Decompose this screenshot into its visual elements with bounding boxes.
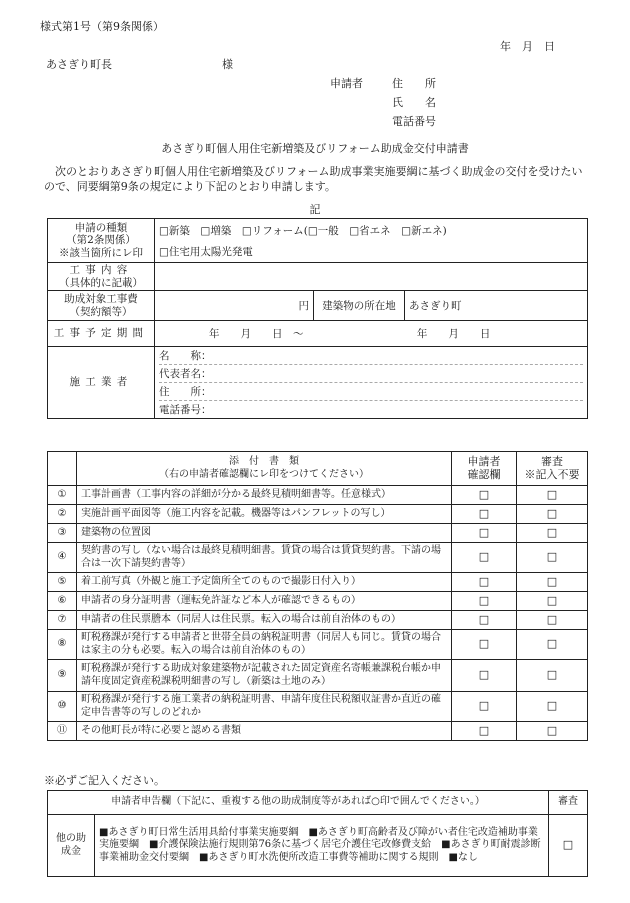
attachment-row	[48, 573, 588, 592]
attachment-number: ⑦	[48, 611, 77, 630]
attachment-number: ③	[48, 524, 77, 543]
address-label: 住 所	[392, 77, 436, 90]
review-box: □	[517, 524, 588, 543]
review-box: □	[517, 573, 588, 592]
review-box: □	[517, 722, 588, 741]
work-input[interactable]	[155, 263, 588, 291]
contractor-rep-field[interactable]: 代表者名：	[159, 365, 583, 383]
contractor-label: 施工業者	[48, 347, 155, 419]
location-input[interactable]: あさぎり町	[405, 291, 588, 321]
declaration-header: 申請者申告欄（下記に、重複する他の助成制度等があれば○印で囲んでください。）	[48, 791, 549, 815]
attachment-text: 町税務課が発行する助成対象建築物が記載された固定資産名寄帳兼課税台帳か申請年度固定資産税課税明細書の写し（新築は土地のみ）	[77, 660, 452, 692]
type-options-line-2[interactable]: □住宅用太陽光発電	[159, 245, 253, 258]
review-box: □	[517, 630, 588, 660]
period-input[interactable]	[155, 321, 588, 347]
applicant-check-box[interactable]: □	[452, 543, 517, 573]
yen-unit: 円	[298, 300, 309, 312]
application-table	[47, 218, 588, 419]
attachment-row	[48, 486, 588, 505]
applicant-check-box[interactable]: □	[452, 660, 517, 692]
attachment-number: ④	[48, 543, 77, 573]
cost-label: 助成対象工事費 （契約額等）	[48, 291, 155, 321]
contractor-fields	[155, 347, 588, 419]
attachment-text: 町税務課が発行する施工業者の納税証明書、申請年度住民税額収証書か直近の確定申告書等の写しのどれか	[77, 692, 452, 722]
attachment-text: 町税務課が発行する申請者と世帯全員の納税証明書（同居人も同じ。賃貸の場合は家主の分も必要。転入の場合は前自治体のもの）	[77, 630, 452, 660]
attachment-number: ⑤	[48, 573, 77, 592]
applicant-check-box[interactable]: □	[452, 722, 517, 741]
period-label: 工事予定期間	[48, 321, 155, 347]
applicant-check-box[interactable]: □	[452, 505, 517, 524]
attachment-text: 申請者の住民票謄本（同居人は住民票。転入の場合は前自治体のもの）	[77, 611, 452, 630]
attachment-number: ⑨	[48, 660, 77, 692]
col-applicant-check: 申請者 確認欄	[452, 452, 517, 486]
cost-input[interactable]	[155, 291, 314, 321]
honorific: 様	[222, 58, 233, 71]
attachment-number: ⑪	[48, 722, 77, 741]
declaration-review-box[interactable]: □	[549, 815, 588, 877]
attachment-row	[48, 611, 588, 630]
review-box: □	[517, 692, 588, 722]
type-label: 申請の種類 （第2条関係） ※該当箇所にレ印	[48, 219, 155, 263]
form-number: 様式第1号（第9条関係）	[40, 20, 164, 33]
attachment-text: 契約書の写し（ない場合は最終見積明細書。賃貸の場合は賃貸契約書。下請の場合は一次下請契約書等）	[77, 543, 452, 573]
attachments-body	[48, 486, 588, 741]
applicant-check-box[interactable]: □	[452, 611, 517, 630]
ki-mark: 記	[309, 203, 321, 216]
attachment-row	[48, 660, 588, 692]
attachment-row	[48, 692, 588, 722]
attachment-number: ②	[48, 505, 77, 524]
attachment-row	[48, 543, 588, 573]
attachment-number: ⑧	[48, 630, 77, 660]
period-start: 年 月 日 〜	[209, 328, 304, 340]
attachment-text: 建築物の位置図	[77, 524, 452, 543]
attachment-row	[48, 722, 588, 741]
review-box: □	[517, 611, 588, 630]
applicant-label: 申請者	[330, 77, 363, 90]
attachment-text: 着工前写真（外観と施工予定箇所全てのもので撮影日付入り）	[77, 573, 452, 592]
addressee	[46, 56, 233, 72]
period-end: 年 月 日	[416, 328, 491, 340]
contractor-address-field[interactable]: 住 所：	[159, 383, 583, 401]
declaration-table	[47, 790, 588, 877]
declaration-review-label: 審査	[549, 791, 588, 815]
review-box: □	[517, 505, 588, 524]
name-label: 氏 名	[392, 96, 436, 109]
work-label: 工事内容 （具体的に記載）	[48, 263, 155, 291]
type-options[interactable]	[155, 219, 588, 263]
contractor-name-field[interactable]: 名 称：	[159, 347, 583, 365]
review-box: □	[517, 486, 588, 505]
attachment-text: 実施計画平面図等（施工内容を記載。機器等はパンフレットの写し）	[77, 505, 452, 524]
attachment-row	[48, 592, 588, 611]
applicant-check-box[interactable]: □	[452, 486, 517, 505]
date-field: 年 月 日	[500, 40, 555, 53]
applicant-check-box[interactable]: □	[452, 573, 517, 592]
intro-text: 次のとおりあさぎり町個人用住宅新増築及びリフォーム助成事業実施要綱に基づく助成金の交付を受けたいので、同要綱第9条の規定により下記のとおり申請します。	[44, 165, 583, 193]
attachment-number: ⑥	[48, 592, 77, 611]
applicant-check-box[interactable]: □	[452, 630, 517, 660]
other-grants-list[interactable]: ■あさぎり町日常生活用具給付事業実施要綱 ■あさぎり町高齢者及び障がい者住宅改造補助事業実施要綱 ■介護保険法施行規則第76条に基づく居宅介護住宅改修費支給 ■あさぎり町耐震診断事業補助金交付要綱 ■あさぎり町水洗便所改造工事費等補助に関する規則 ■なし	[95, 815, 549, 877]
col-review: 審査 ※記入不要	[517, 452, 588, 486]
attachment-text: 工事計画書（工事内容の詳細が分かる最終見積明細書等。任意様式）	[77, 486, 452, 505]
note: ※必ずご記入ください。	[44, 774, 165, 787]
phone-label: 電話番号	[392, 115, 436, 128]
document-title: あさぎり町個人用住宅新増築及びリフォーム助成金交付申請書	[161, 142, 469, 155]
attachment-number: ⑩	[48, 692, 77, 722]
applicant-check-box[interactable]: □	[452, 524, 517, 543]
applicant-block	[330, 74, 436, 131]
contractor-phone-field[interactable]: 電話番号：	[159, 404, 212, 416]
attachment-row	[48, 505, 588, 524]
attachment-number: ①	[48, 486, 77, 505]
attachment-text: 申請者の身分証明書（運転免許証など本人が確認できるもの）	[77, 592, 452, 611]
other-grants-label: 他の助成金	[48, 815, 95, 877]
addressee-name: あさぎり町長	[46, 58, 112, 71]
type-options-line-1[interactable]: □新築 □増築 □リフォーム(□一般 □省エネ □新エネ)	[159, 224, 447, 237]
attachment-row	[48, 524, 588, 543]
applicant-check-box[interactable]: □	[452, 692, 517, 722]
review-box: □	[517, 543, 588, 573]
attachment-row	[48, 630, 588, 660]
attachments-header: 添 付 書 類 （右の申請者確認欄にレ印をつけてください）	[77, 452, 452, 486]
location-label: 建築物の所在地	[314, 291, 405, 321]
applicant-check-box[interactable]: □	[452, 592, 517, 611]
attachment-text: その他町長が特に必要と認める書類	[77, 722, 452, 741]
review-box: □	[517, 592, 588, 611]
review-box: □	[517, 660, 588, 692]
attachments-table	[47, 451, 588, 741]
